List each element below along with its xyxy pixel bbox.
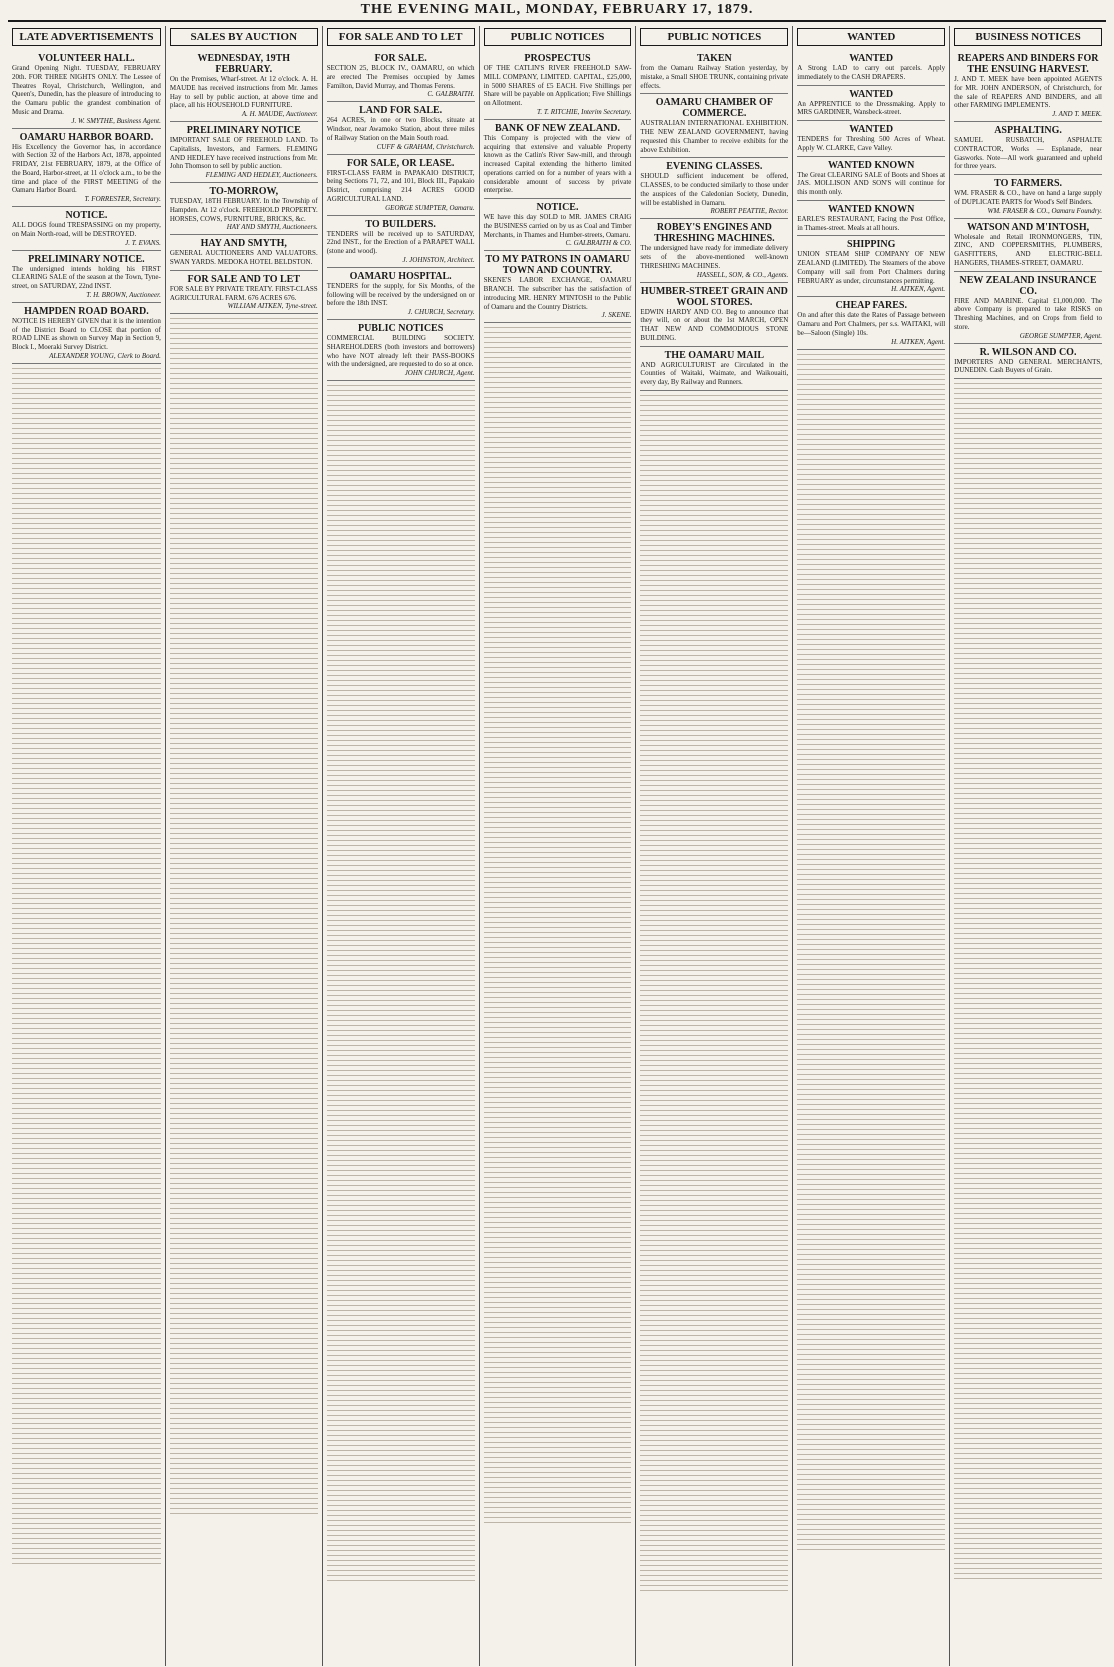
ad-signature: T. T. RITCHIE, Interim Secretary.	[537, 107, 632, 116]
ad-signature: J. CHURCH, Secretary.	[407, 308, 475, 316]
ad-title: NOTICE.	[65, 210, 108, 221]
advertisement	[170, 122, 318, 183]
advertisement	[797, 236, 945, 297]
ad-title: PUBLIC NOTICES	[357, 323, 444, 334]
section-heading: SALES BY AUCTION	[170, 28, 318, 46]
dense-text-filler	[12, 364, 161, 1564]
ad-title: TO MY PATRONS IN OAMARU TOWN AND COUNTRY.	[485, 254, 630, 277]
ad-title: WATSON AND M'INTOSH,	[966, 221, 1090, 233]
ad-signature: WM. FRASER & CO., Oamaru Foundry.	[987, 206, 1102, 215]
ad-title: TO FARMERS.	[994, 178, 1063, 189]
ad-body: EARLE'S RESTAURANT, Facing the Post Office, in Thames-street. Meals at all hours.	[797, 214, 946, 232]
advertisement	[327, 216, 475, 268]
ad-title: HUMBER-STREET GRAIN AND WOOL STORES.	[640, 285, 788, 308]
advertisement	[12, 50, 161, 129]
advertisement	[954, 219, 1102, 272]
ad-body: A Strong LAD to carry out parcels. Apply immediately to the CASH DRAPERS.	[797, 64, 946, 81]
ad-title: HAMPDEN ROAD BOARD.	[24, 305, 149, 317]
ad-signature: JOHN CHURCH, Agent.	[404, 369, 475, 377]
ad-title: TO-MORROW,	[209, 186, 279, 197]
advertisement	[640, 283, 788, 347]
ad-signature: ROBERT PEATTIE, Rector.	[710, 207, 789, 216]
column-4	[479, 26, 636, 1666]
ad-signature: WILLIAM AITKEN, Tyne-street.	[227, 302, 318, 311]
ad-body: SHOULD sufficient inducement be offered, CLASSES, to be conducted similarly to those under the auspices of the Caledonian Society, Dunedin, will be established in Oamaru.	[640, 172, 789, 207]
ad-body: TENDERS will be received up to SATURDAY, 22nd INST., for the Erection of a PARAPET WALL (stone and wood).	[326, 229, 475, 255]
advertisement	[954, 122, 1102, 175]
advertisement	[954, 272, 1102, 344]
ad-body: AUSTRALIAN INTERNATIONAL EXHIBITION. THE NEW ZEALAND GOVERNMENT, having requested this Chamber to receive exhibits for the above Exhibition.	[640, 119, 789, 154]
ad-title: PROSPECTUS	[524, 53, 591, 64]
ad-body: His Excellency the Governor has, in accordance with Section 32 of the Harbors Act, 1878, appointed FRIDAY, 21st FEBRUARY, 1879, at the Office of the Board, Harbor-street, at 11 o'clock a.m., to be the time and place of the FIRST MEETING of the Oamaru Harbor Board.	[12, 142, 161, 195]
ad-body: The Great CLEARING SALE of Boots and Shoes at JAS. MOLLISON AND SON'S will continue for this month only.	[797, 170, 946, 196]
ad-signature: J. SKENE.	[601, 311, 632, 320]
ad-body: TUESDAY, 18TH FEBRUARY. In the Township of Hampden. At 12 o'clock. FREEHOLD PROPERTY. HORSES, COWS, FURNITURE, BRICKS, &c.	[169, 197, 318, 223]
ad-body: EDWIN HARDY AND CO. Beg to announce that they will, on or about the 1st MARCH, OPEN THAT NEW AND COMMODIOUS STONE BUILDING.	[640, 307, 789, 342]
ad-title: HAY AND SMYTH,	[200, 238, 287, 250]
dense-text-filler	[484, 323, 632, 1523]
ad-title: SHIPPING	[847, 239, 896, 251]
ad-body: Wholesale and Retail IRONMONGERS, TIN, ZINC, AND COPPERSMITHS, PLUMBERS, GASFITTERS, AND ELECTRIC-BELL HANGERS, THAMES-STREET, OAMARU.	[954, 232, 1102, 267]
advertisement	[640, 158, 788, 219]
ad-title: CHEAP FARES.	[835, 300, 907, 312]
ad-signature: J. AND T. MEEK.	[1052, 110, 1102, 118]
advertisement	[327, 320, 475, 381]
advertisement	[797, 50, 945, 86]
advertisement	[484, 120, 632, 199]
advertisement	[954, 344, 1102, 380]
dense-text-filler	[640, 391, 788, 1591]
ad-signature: T. FORRESTER, Secretary.	[84, 195, 161, 203]
ad-title: WANTED KNOWN	[828, 203, 915, 215]
ad-body: 264 ACRES, in one or two Blocks, situate at Windsor, near Awamoko Station, about three miles of Railway Station on the Main South road.	[326, 116, 475, 142]
section-heading: LATE ADVERTISEMENTS	[12, 28, 161, 46]
ad-body: TENDERS for the supply, for Six Months, of the following will be received by the undersigned on or before the 18th INST.	[326, 281, 475, 308]
ad-title: ROBEY'S ENGINES AND THRESHING MACHINES.	[654, 222, 775, 245]
ad-title: LAND FOR SALE.	[359, 105, 443, 117]
ad-signature: A. H. MAUDE, Auctioneer.	[241, 110, 318, 118]
advertisement	[170, 235, 318, 271]
ad-body: OF THE CATLIN'S RIVER FREEHOLD SAW-MILL COMPANY, LIMITED. CAPITAL, £25,000, in 5000 SHARES of £5 EACH. Five Shillings per Share will be payable on Application; Five Shillings on Allotment.	[483, 64, 632, 107]
ad-body: ALL DOGS found TRESPASSING on my property, on Main North-road, will be DESTROYED.	[12, 221, 161, 238]
dense-text-filler	[797, 350, 945, 1550]
ad-signature: C. GALBRAITH & CO.	[565, 239, 632, 248]
ad-body: GENERAL AUCTIONEERS AND VALUATORS. SWAN YARDS. MEDOKA HOTEL BELDSTON.	[169, 249, 318, 266]
ad-title: FOR SALE.	[374, 53, 427, 64]
column-7	[949, 26, 1106, 1666]
dense-text-filler	[954, 379, 1102, 1579]
advertisement	[327, 155, 475, 216]
ad-body: WM. FRASER & CO., have on hand a large supply of DUPLICATE PARTS for Wood's Self Binders.	[954, 189, 1102, 206]
ad-body: NOTICE IS HEREBY GIVEN that it is the intention of the District Board to CLOSE that portion of ROAD LINE as shown on Survey Map in Section 9, Block I., Moeraki Survey District.	[12, 316, 161, 351]
ad-title: FOR SALE AND TO LET	[187, 273, 300, 285]
ad-title: PRELIMINARY NOTICE	[186, 125, 301, 136]
section-heading: PUBLIC NOTICES	[640, 28, 788, 46]
ad-body: SAMUEL RUSBATCH, ASPHALTE CONTRACTOR, Works — Esplanade, near Gasworks. Note—All work guaranteed and upheld for three years.	[954, 136, 1102, 171]
column-1	[8, 26, 165, 1666]
advertisement	[640, 50, 788, 94]
section-heading: FOR SALE AND TO LET	[327, 28, 475, 46]
ad-signature: C. GALBRAITH.	[427, 90, 475, 99]
ad-title: VOLUNTEER HALL.	[38, 53, 135, 64]
advertisement	[327, 268, 475, 320]
ad-signature: GEORGE SUMPTER, Oamaru.	[385, 203, 475, 212]
ad-body: FOR SALE BY PRIVATE TREATY. FIRST-CLASS AGRICULTURAL FARM. 676 ACRES 676.	[169, 284, 318, 302]
ad-title: R. WILSON AND CO.	[979, 346, 1077, 358]
advertisement	[484, 199, 632, 251]
ad-signature: ALEXANDER YOUNG, Clerk to Board.	[49, 351, 161, 360]
column-5	[635, 26, 792, 1666]
ad-body: IMPORTERS AND GENERAL MERCHANTS, DUNEDIN. Cash Buyers of Grain.	[954, 357, 1102, 375]
advertisement	[12, 303, 161, 364]
ad-title: OAMARU HOSPITAL.	[349, 270, 452, 282]
ad-signature: HASSELL, SON, & CO., Agents.	[696, 270, 789, 279]
ad-body: from the Oamaru Railway Station yesterday, by mistake, a Small SHOE TRUNK, containing private effects.	[640, 64, 789, 90]
ad-title: TAKEN	[696, 53, 732, 64]
masthead: THE EVENING MAIL, MONDAY, FEBRUARY 17, 1879.	[8, 0, 1106, 22]
ad-body: J. AND T. MEEK have been appointed AGENTS for MR. JOHN ANDERSON, of Christchurch, for the sale of REAPERS AND BINDERS, and all other FARMING IMPLEMENTS.	[954, 75, 1102, 110]
ad-body: The undersigned intends holding his FIRST CLEARING SALE of the season at the Town, Tyne-street, on SATURDAY, 22nd INST.	[12, 264, 161, 290]
ad-title: PRELIMINARY NOTICE.	[28, 253, 145, 265]
ad-title: WANTED	[849, 124, 894, 135]
ad-title: THE OAMARU MAIL	[664, 349, 765, 361]
ad-signature: J. JOHNSTON, Architect.	[402, 255, 475, 264]
column-grid	[8, 26, 1106, 1666]
ad-title: WANTED	[849, 88, 894, 100]
ad-body: FIRE AND MARINE. Capital £1,000,000. The above Company is prepared to take RISKS on Threshing Machines, and on Crops from field to store.	[954, 296, 1102, 331]
ad-title: ASPHALTING.	[994, 125, 1062, 136]
ad-body: SKENE'S LABOR EXCHANGE, OAMARU BRANCH. The subscriber has the satisfaction of introducing MR. HENRY M'INTOSH to the Public of Oamaru and the Country Districts.	[483, 276, 632, 311]
advertisement	[12, 207, 161, 251]
ad-body: TENDERS for Threshing 500 Acres of Wheat. Apply W. CLARKE, Cave Valley.	[797, 135, 946, 152]
advertisement	[640, 219, 788, 282]
column-2	[165, 26, 322, 1666]
advertisement	[170, 50, 318, 122]
advertisement	[640, 94, 788, 158]
ad-signature: FLEMING AND HEDLEY, Auctioneers.	[205, 171, 318, 179]
dense-text-filler	[170, 314, 318, 1514]
ad-title: FOR SALE, OR LEASE.	[346, 157, 455, 169]
advertisement	[170, 183, 318, 235]
column-6	[792, 26, 949, 1666]
ad-signature: H. AITKEN, Agent.	[891, 285, 946, 294]
advertisement	[12, 129, 161, 208]
ad-title: REAPERS AND BINDERS FOR THE ENSUING HARVEST.	[957, 53, 1099, 75]
ad-title: OAMARU HARBOR BOARD.	[19, 131, 154, 143]
advertisement	[797, 157, 945, 201]
ad-body: The undersigned have ready for immediate delivery sets of the above-mentioned well-known THRESHING MACHINES.	[640, 244, 789, 270]
advertisement	[797, 201, 945, 237]
advertisement	[170, 271, 318, 315]
ad-title: TO BUILDERS.	[365, 218, 436, 230]
ad-body: On the Premises, Wharf-street. At 12 o'clock. A. H. MAUDE has received instructions from Mr. James Hay to sell by public auction, at above time and place, all his HOUSEHOLD FURNITURE.	[169, 75, 318, 110]
ad-body: An APPRENTICE to the Dressmaking. Apply to MRS GARDINER, Wansbeck-street.	[797, 99, 946, 117]
advertisement	[12, 251, 161, 303]
ad-body: COMMERCIAL BUILDING SOCIETY. SHAREHOLDERS (both investors and borrowers) who have NOT already left their PASS-BOOKS with the undersigned, are requested to do so at once.	[326, 334, 475, 369]
ad-title: WEDNESDAY, 19TH FEBRUARY.	[197, 53, 291, 75]
ad-body: This Company is projected with the view of acquiring that extensive and valuable Property known as the Catlin's River Saw-mill, and through increased Capital extending the hitherto limited operations carried on for a number of years with a considerable amount of success by private enterprise.	[483, 133, 632, 195]
advertisement	[484, 251, 632, 323]
ad-body: FIRST-CLASS FARM in PAPAKAIO DISTRICT, being Sections 71, 72, and 101, Block III., Papakaio District, comprising 214 ACRES GOOD AGRICULTURAL LAND.	[326, 168, 475, 203]
advertisement	[327, 50, 475, 102]
ad-signature: GEORGE SUMPTER, Agent.	[1019, 331, 1102, 340]
ad-title: WANTED	[849, 53, 894, 64]
ad-signature: J. W. SMYTHE, Business Agent.	[71, 116, 161, 125]
ad-body: SECTION 25, BLOCK IV., OAMARU, on which are erected The Premises occupied by James Familton, David Murray, and Thomas Ferens.	[326, 64, 475, 90]
advertisement	[797, 121, 945, 157]
ad-title: OAMARU CHAMBER OF COMMERCE.	[655, 97, 773, 120]
ad-signature: J. T. EVANS.	[125, 238, 161, 247]
advertisement	[797, 86, 945, 122]
advertisement	[954, 50, 1102, 122]
ad-title: NOTICE.	[536, 202, 579, 213]
section-heading: WANTED	[797, 28, 945, 46]
column-3	[322, 26, 479, 1666]
ad-body: AND AGRICULTURIST are Circulated in the Counties of Waitaki, Waimate, and Waikouaiti, every day, By Railway and Runners.	[640, 360, 789, 386]
ad-signature: CUFF & GRAHAM, Christchurch.	[376, 142, 475, 151]
advertisement	[327, 102, 475, 154]
ad-title: WANTED KNOWN	[828, 159, 915, 171]
ad-title: EVENING CLASSES.	[666, 161, 763, 173]
advertisement	[954, 175, 1102, 219]
ad-body: On and after this date the Rates of Passage between Oamaru and Port Chalmers, per s.s. WAITAKI, will be—Saloon (Single) 10s.	[797, 311, 946, 337]
advertisement	[640, 347, 788, 391]
section-heading: PUBLIC NOTICES	[484, 28, 632, 46]
advertisement	[484, 50, 632, 120]
ad-body: Grand Opening Night. TUESDAY, FEBRUARY 20th. FOR THREE NIGHTS ONLY. The Lessee of Theatres Royal, Christchurch, Wellington, and Queen's, Dunedin, has the pleasure of introducing to the Oamaru public the grandest combination of Music and Drama.	[12, 64, 161, 116]
ad-body: UNION STEAM SHIP COMPANY OF NEW ZEALAND (LIMITED). The Steamers of the above Company will sail from Port Chalmers during FEBRUARY as under, circumstances permitting.	[797, 250, 946, 285]
ad-body: WE have this day SOLD to MR. JAMES CRAIG the BUSINESS carried on by us as Coal and Timber Merchants, in Thames and Humber-streets, Oamaru.	[483, 213, 632, 239]
ad-body: IMPORTANT SALE OF FREEHOLD LAND. To Capitalists, Investors, and Farmers. FLEMING AND HEDLEY have received instructions from Mr. John Thomson to sell by public auction.	[169, 136, 318, 171]
ad-signature: T. H. BROWN, Auctioneer.	[86, 290, 161, 299]
ad-signature: HAY AND SMYTH, Auctioneers.	[226, 223, 318, 232]
ad-title: BANK OF NEW ZEALAND.	[494, 122, 620, 134]
ad-title: NEW ZEALAND INSURANCE CO.	[959, 274, 1097, 297]
section-heading: BUSINESS NOTICES	[954, 28, 1102, 46]
ad-signature: H. AITKEN, Agent.	[891, 337, 946, 346]
dense-text-filler	[327, 381, 475, 1581]
advertisement	[797, 297, 945, 349]
